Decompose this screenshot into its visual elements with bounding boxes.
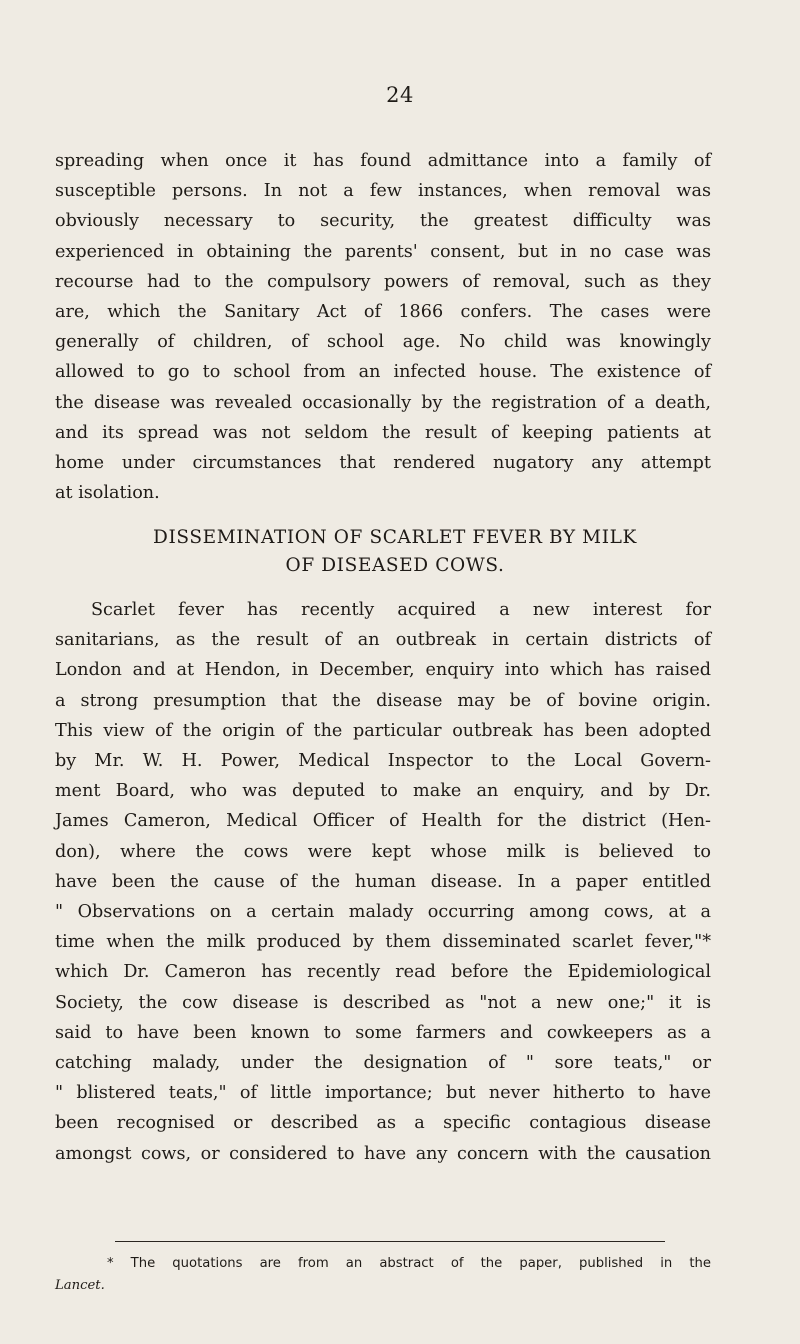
paragraph-line: catching malady, under the designation of " sore teats," or — [55, 1053, 711, 1074]
paragraph-line: said to have been known to some farmers and cowkeepers as a — [55, 1022, 711, 1043]
paragraph-line: Society, the cow disease is described as "not a new one;" it is — [55, 992, 711, 1013]
paragraph-2 — [55, 595, 711, 1169]
paragraph-line: ment Board, who was deputed to make an enquiry, and by Dr. — [55, 781, 711, 802]
paragraph-line: Scarlet fever has recently acquired a new interest for — [91, 600, 711, 620]
footnote-line-2 — [55, 1275, 711, 1297]
paragraph-line: allowed to go to school from an infected house. The existence of — [55, 362, 711, 383]
paragraph-line: the disease was revealed occasionally by the registration of a death, — [55, 392, 711, 413]
footnote-line-1: * The quotations are from an abstract of the paper, published in the — [107, 1256, 711, 1271]
paragraph-line: and its spread was not seldom the result of keeping patients at — [55, 422, 711, 443]
paragraph-line: recourse had to the compulsory powers of removal, such as they — [55, 271, 711, 292]
paragraph-line: experienced in obtaining the parents' consent, but in no case was — [55, 241, 711, 262]
paragraph-line: at isolation. — [55, 483, 160, 504]
paragraph-line: time when the milk produced by them disseminated scarlet fever,"* — [55, 932, 711, 953]
paragraph-line: spreading when once it has found admittance into a family of — [55, 151, 711, 171]
paragraph-line: been recognised or described as a specific contagious disease — [55, 1113, 711, 1134]
paragraph-line: amongst cows, or considered to have any concern with the causation — [55, 1143, 711, 1164]
paragraph-1 — [55, 146, 711, 508]
paragraph-line: James Cameron, Medical Officer of Health for the district (Hen- — [55, 811, 711, 832]
paragraph-line: don), where the cows were kept whose milk is believed to — [55, 841, 711, 862]
footnote-source: Lancet. — [55, 1278, 105, 1293]
footnote-divider — [115, 1241, 665, 1242]
paragraph-line: a strong presumption that the disease may be of bovine origin. — [55, 690, 711, 711]
paragraph-line: which Dr. Cameron has recently read before the Epidemiological — [55, 962, 711, 983]
paragraph-line: " Observations on a certain malady occurring among cows, at a — [55, 902, 711, 923]
paragraph-line: susceptible persons. In not a few instances, when removal was — [55, 181, 711, 202]
paragraph-line: London and at Hendon, in December, enquiry into which has raised — [55, 660, 711, 681]
paragraph-line: home under circumstances that rendered nugatory any attempt — [55, 453, 711, 474]
paragraph-line: by Mr. W. H. Power, Medical Inspector to the Local Govern- — [55, 751, 711, 772]
footnote — [55, 1253, 711, 1297]
paragraph-line: generally of children, of school age. No child was knowingly — [55, 332, 711, 353]
page-number: 24 — [386, 83, 414, 107]
paragraph-line: This view of the origin of the particular outbreak has been adopted — [55, 720, 711, 741]
paragraph-line: are, which the Sanitary Act of 1866 confers. The cases were — [55, 302, 711, 323]
paragraph-line: have been the cause of the human disease. In a paper entitled — [55, 871, 711, 892]
paragraph-line: obviously necessary to security, the greatest difficulty was — [55, 211, 711, 232]
section-heading-line-2: OF DISEASED COWS. — [285, 555, 505, 576]
section-heading — [55, 524, 735, 580]
section-heading-line-1: DISSEMINATION OF SCARLET FEVER BY MILK — [153, 527, 637, 548]
paragraph-line: sanitarians, as the result of an outbreak in certain districts of — [55, 630, 711, 651]
paragraph-line: " blistered teats," of little importance; but never hitherto to have — [55, 1083, 711, 1104]
